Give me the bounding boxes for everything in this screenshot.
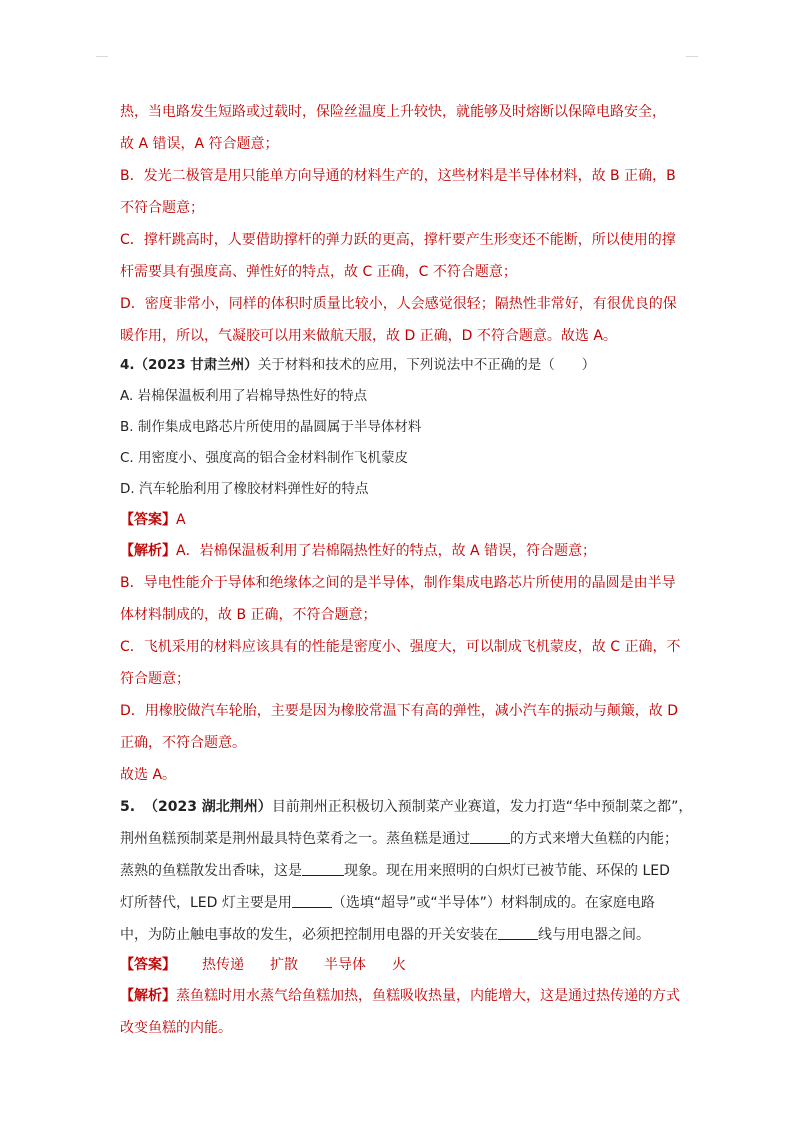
q4-option-a: A. 岩棉保温板利用了岩棉导热性好的特点 <box>120 388 368 404</box>
q4-analysis-line: 体材料制成的，故 B 正确，不符合题意； <box>120 607 377 623</box>
question-source: （2023 湖北荆州） <box>143 799 272 815</box>
q3-analysis-line: B．发光二极管是用只能单方向导通的材料生产的，这些材料是半导体材料，故 B 正确，B <box>120 168 676 184</box>
q3-analysis-line: C．撑杆跳高时，人要借助撑杆的弹力跃的更高，撑杆要产生形变还不能断，所以使用的撑 <box>120 232 676 248</box>
header-mark-left <box>96 56 108 57</box>
q4-option-b: B. 制作集成电路芯片所使用的晶圆属于半导体材料 <box>120 419 422 435</box>
q5-stem-line: 蒸熟的鱼糕散发出香味，这是 现象。现在用来照明的白炽灯已被节能、环保的 LED <box>120 863 670 879</box>
answer-blank <box>302 861 344 876</box>
question-source: （2023 甘肃兰州） <box>134 357 258 373</box>
q3-analysis-line: 热，当电路发生短路或过载时，保险丝温度上升较快，就能够及时熔断以保障电路安全， <box>120 104 666 120</box>
analysis-tag: 【解析】 <box>120 988 176 1004</box>
analysis-tag: 【解析】 <box>120 543 176 559</box>
q5-stem-line: 荆州鱼糕预制菜是荆州最具特色菜肴之一。蒸鱼糕是通过 的方式来增大鱼糕的内能； <box>120 831 678 847</box>
page-content <box>120 98 693 1038</box>
q4-option-d: D. 汽车轮胎利用了橡胶材料弹性好的特点 <box>120 481 369 497</box>
answer-blank <box>498 925 538 940</box>
q4-analysis-line: 正确，不符合题意。 <box>120 735 246 751</box>
q4-final-choice: 故选 A。 <box>120 767 177 783</box>
q3-analysis-line: 故 A 错误，A 符合题意； <box>120 136 279 152</box>
q4-analysis-line: C．飞机采用的材料应该具有的性能是密度小、强度大，可以制成飞机蒙皮，故 C 正确，不 <box>120 639 681 655</box>
q5-analysis-line: 【解析】蒸鱼糕时用水蒸气给鱼糕加热，鱼糕吸收热量，内能增大，这是通过热传递的方式 <box>120 988 680 1004</box>
question-stem: 关于材料和技术的应用，下列说法中不正确的是（ ） <box>257 357 596 373</box>
answer-tag: 【答案】 <box>120 512 176 528</box>
q4-option-c: C. 用密度小、强度高的铝合金材料制作飞机蒙皮 <box>120 450 409 466</box>
q5-stem-line: 5. （2023 湖北荆州）目前荆州正积极切入预制菜产业赛道，发力打造“华中预制菜之都”， <box>120 799 693 815</box>
q3-analysis-line: 杆需要具有强度高、弹性好的特点，故 C 正确，C 不符合题意； <box>120 264 517 280</box>
answer-value: 半导体 <box>324 957 366 973</box>
answer-value: 火 <box>392 957 406 973</box>
q4-analysis-line: D．用橡胶做汽车轮胎，主要是因为橡胶常温下有高的弹性，减小汽车的振动与颠簸，故 D <box>120 703 679 719</box>
q4-analysis-a: 【解析】A．岩棉保温板利用了岩棉隔热性好的特点，故 A 错误，符合题意； <box>120 543 597 559</box>
q3-analysis-line: 暖作用，所以，气凝胶可以用来做航天服，故 D 正确，D 不符合题意。故选 A。 <box>120 328 617 344</box>
answer-value: 扩散 <box>270 957 298 973</box>
answer-tag: 【答案】 <box>120 957 176 973</box>
answer-value: A <box>176 512 186 528</box>
header-mark-right <box>686 56 698 57</box>
q4-answer <box>120 510 680 530</box>
answer-blank <box>292 893 332 908</box>
q5-stem-line: 中，为防止触电事故的发生，必须把控制用电器的开关安装在 线与用电器之间。 <box>120 927 650 943</box>
q5-answer <box>120 955 680 975</box>
q3-analysis-line: 不符合题意； <box>120 200 204 216</box>
q5-analysis-line: 改变鱼糕的内能。 <box>120 1020 232 1036</box>
question-number: 4. <box>120 357 135 373</box>
question-number: 5. <box>120 799 136 815</box>
q4-analysis-line: B．导电性能介于导体和绝缘体之间的是半导体，制作集成电路芯片所使用的晶圆是由半导 <box>120 575 676 591</box>
q3-analysis-line: D．密度非常小，同样的体积时质量比较小，人会感觉很轻；隔热性非常好，有很优良的保 <box>120 296 677 312</box>
answer-value: 热传递 <box>202 957 244 973</box>
q5-stem-line: 灯所替代，LED 灯主要是用 （选填“超导”或“半导体”）材料制成的。在家庭电路 <box>120 895 655 911</box>
q4-stem <box>120 355 680 375</box>
q4-analysis-line: 符合题意； <box>120 671 190 687</box>
answer-blank <box>470 829 510 844</box>
